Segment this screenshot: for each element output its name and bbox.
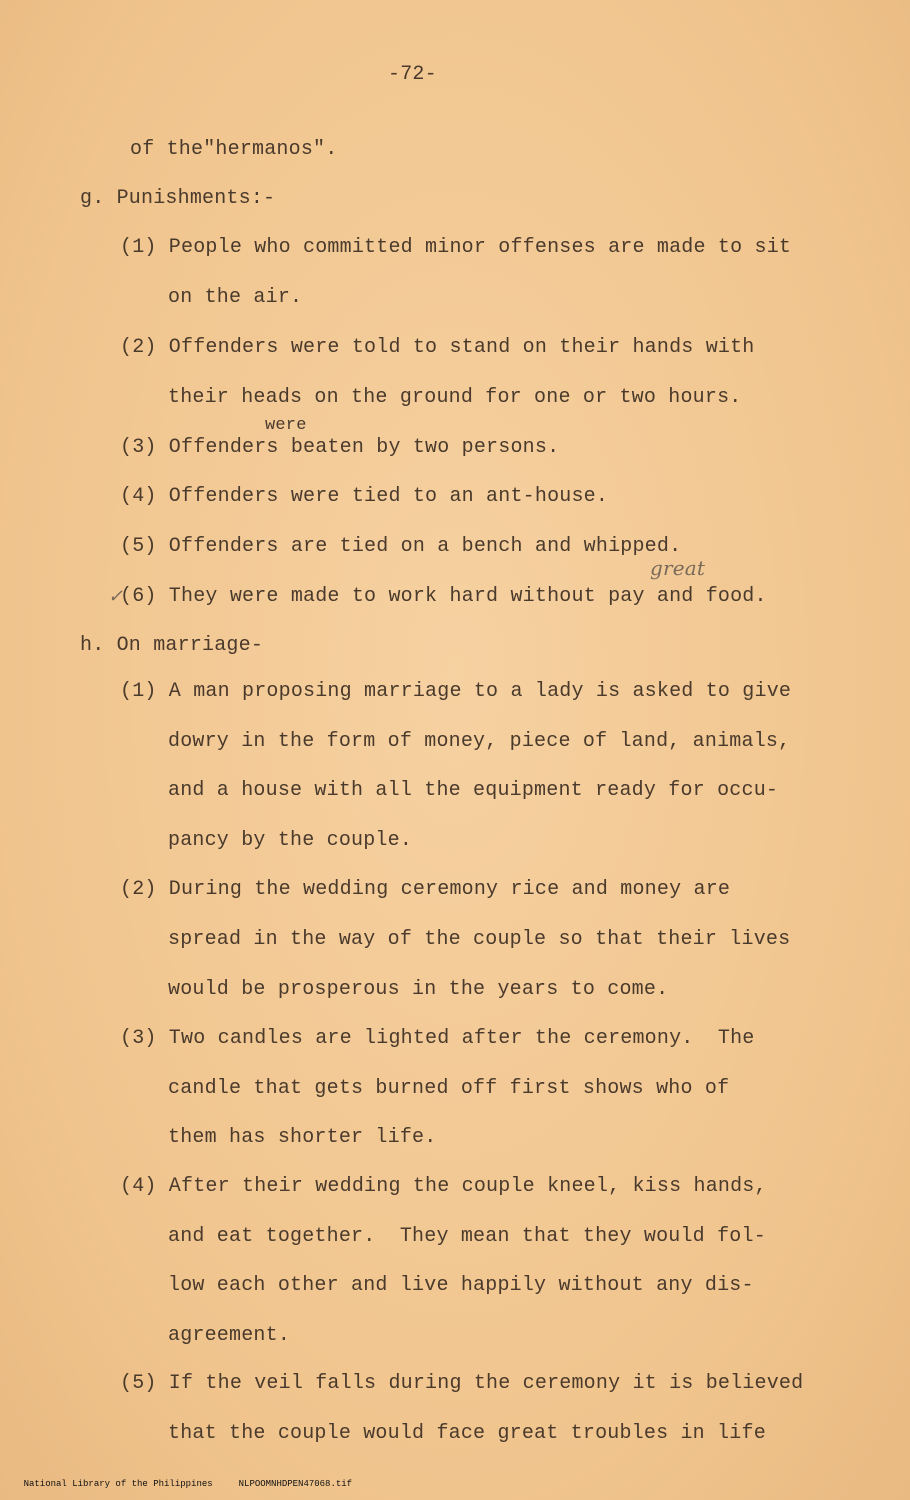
archive-footer — [2, 1469, 378, 1499]
text-line: of the"hermanos". — [130, 138, 338, 161]
text-line: (2) During the wedding ceremony rice and money are — [120, 878, 731, 901]
text-line: (4) After their wedding the couple kneel, kiss hands, — [120, 1175, 767, 1198]
text-line: their heads on the ground for one or two hours. — [168, 386, 742, 409]
text-line: (4) Offenders were tied to an ant-house. — [120, 485, 609, 508]
footer-filename: NLPOOMNHDPEN47068.tif — [238, 1479, 353, 1489]
text-line: would be prosperous in the years to come. — [168, 978, 669, 1001]
text-line: (5) Offenders are tied on a bench and whipped. — [120, 535, 682, 558]
text-line: agreement. — [168, 1324, 291, 1347]
section-heading-punishments: g. Punishments:- — [80, 187, 276, 210]
text-line: and eat together. They mean that they would fol- — [168, 1225, 766, 1248]
text-line: (3) Offenders beaten by two persons. — [120, 436, 560, 459]
text-line: (1) A man proposing marriage to a lady is asked to give — [120, 680, 792, 703]
text-line: candle that gets burned off first shows who of — [168, 1077, 730, 1100]
footer-library: National Library of the Philippines — [23, 1479, 213, 1489]
text-line: on the air. — [168, 286, 303, 309]
text-line: (3) Two candles are lighted after the ceremony. The — [120, 1027, 755, 1050]
interlinear-insert: were — [265, 416, 307, 435]
text-line: spread in the way of the couple so that their lives — [168, 928, 791, 951]
text-line: (5) If the veil falls during the ceremony it is believed — [120, 1372, 804, 1395]
handwritten-insert: great — [650, 556, 706, 580]
text-line: (1) People who committed minor offenses are made to sit — [120, 236, 792, 259]
text-line: them has shorter life. — [168, 1126, 437, 1149]
text-line: low each other and live happily without any dis- — [168, 1274, 754, 1297]
page-number: -72- — [388, 63, 437, 86]
text-line: (6) They were made to work hard without pay and food. — [120, 585, 767, 608]
text-line: (2) Offenders were told to stand on their hands with — [120, 336, 755, 359]
section-heading-marriage: h. On marriage- — [80, 634, 264, 657]
text-line: dowry in the form of money, piece of land, animals, — [168, 730, 791, 753]
text-line: pancy by the couple. — [168, 829, 413, 852]
text-line: that the couple would face great troubles in life — [168, 1422, 766, 1445]
text-line: and a house with all the equipment ready for occu- — [168, 779, 779, 802]
check-mark: ✓ — [108, 586, 124, 607]
